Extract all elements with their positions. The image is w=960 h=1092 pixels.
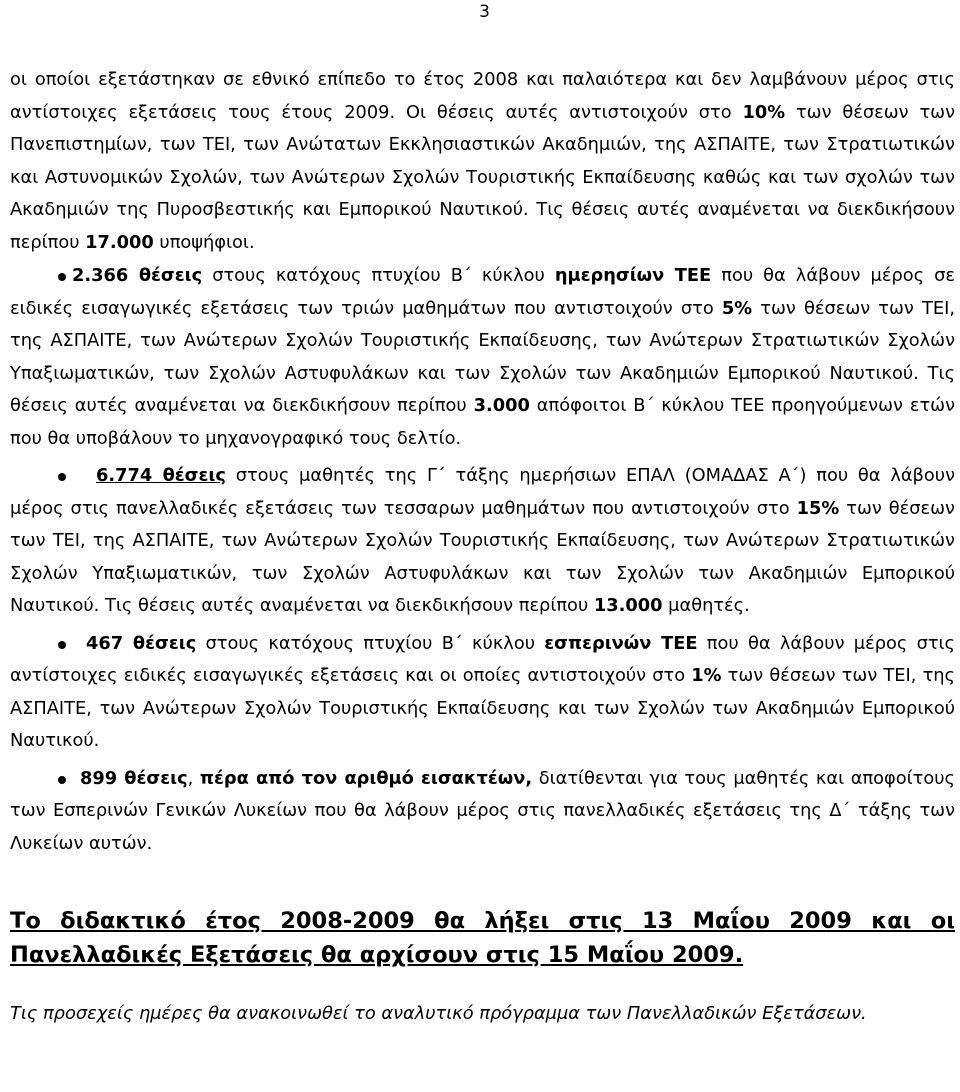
list-item	[10, 763, 955, 861]
list-item	[10, 460, 955, 623]
text-run: οι οποίοι εξετάστηκαν σε εθνικό επίπεδο το έτος 2008 και παλαιότερα και δεν λαμβάνουν μέρος στις αντίστοιχες εξετάσεις τους έτους 2009. Οι θέσεις αυτές αντιστοιχούν στο	[10, 69, 955, 123]
bold-run: 899 θέσεις	[80, 767, 188, 789]
bold-run: 3.000	[473, 395, 530, 416]
bold-run: ημερησίων ΤΕΕ	[554, 265, 712, 286]
text-run: που θα λάβουν μέρος σε ειδικές εισαγωγικές εξετάσεις των τριών μαθημάτων που αντιστοιχούν στο	[10, 265, 955, 319]
exam-dates-notice: Το διδακτικό έτος 2008-2009 θα λήξει στις 13 Μαΐου 2009 και οι Πανελλαδικές Εξετάσεις θα αρχίσουν στις 15 Μαΐου 2009.	[10, 908, 955, 968]
text-run: που θα λάβουν μέρος στις αντίστοιχες ειδικές εισαγωγικές εξετάσεις και οι οποίες αντιστοιχούν στο	[10, 632, 955, 686]
text-run: στους κατόχους πτυχίου Β΄ κύκλου	[202, 265, 555, 286]
bold-run: 15%	[796, 497, 840, 519]
bold-run: εσπερινών ΤΕΕ	[544, 632, 698, 654]
bold-run: 13.000	[593, 595, 663, 616]
bold-run: 10%	[742, 101, 786, 123]
text-run: των θέσεων των Πανεπιστημίων, των ΤΕΙ, των Ανώτατων Εκκλησιαστικών Ακαδημιών, της ΑΣΠΑΙΤΕ, των Στρατιωτικών και Αστυνομικών Σχολών, των Ανώτερων Σχολών Τουριστικής Εκπαίδευσης καθώς και των σχολών των Ακαδημιών της Πυροσβεστικής και Εμπορικού Ναυτικού. Τις θέσεις αυτές αναμένεται να διεκδικήσουν περίπου	[10, 101, 955, 253]
bold-run: 17.000	[85, 231, 154, 253]
bold-run: πέρα από τον αριθμό εισακτέων,	[199, 767, 533, 789]
bullet-icon	[58, 776, 66, 784]
text-run: στους κατόχους πτυχίου Β΄ κύκλου	[196, 632, 545, 654]
text-run: στους μαθητές της Γ΄ τάξης ημερήσιων ΕΠΑΛ (ΟΜΑΔΑΣ Α΄) που θα λάβουν μέρος στις πανελλαδικές εξετάσεις των τεσσαρων μαθημάτων που αντιστοιχούν στο	[10, 465, 956, 519]
text-run: υποψήφιοι.	[153, 231, 255, 253]
bold-run: 467 θέσεις	[86, 632, 197, 654]
text-run: των θέσεων των ΤΕΙ, της ΑΣΠΑΙΤΕ, των Ανώτερων Σχολών Τουριστικής Εκπαίδευσης και των Σχολών των Ακαδημιών Εμπορικού Ναυτικού.	[10, 665, 955, 751]
intro-paragraph	[10, 64, 955, 259]
text-run: των θέσεων των ΤΕΙ, της ΑΣΠΑΙΤΕ, των Ανώτερων Σχολών Τουριστικής Εκπαίδευσης, των Ανώτερων Στρατιωτικών Σχολών Υπαξιωματικών, των Σχολών Αστυφυλάκων και των Σχολών των Ακαδημιών Εμπορικού Ναυτικού. Τις θέσεις αυτές αναμένεται να διεκδικήσουν περίπου	[10, 497, 955, 616]
bullet-icon	[58, 641, 66, 649]
bold-run: 6.774 θέσεις	[96, 465, 226, 486]
page-number: 3	[479, 2, 490, 22]
list-item	[10, 628, 955, 758]
footer-note: Τις προσεχείς ημέρες θα ανακοινωθεί το αναλυτικό πρόγραμμα των Πανελλαδικών Εξετάσεων.	[10, 1003, 867, 1024]
bullet-icon	[58, 273, 66, 281]
list-item	[10, 260, 955, 455]
document-body	[10, 64, 955, 1030]
text-run: ,	[187, 767, 200, 789]
bullet-icon	[58, 473, 66, 481]
text-run: μαθητές.	[662, 595, 750, 616]
text-run: απόφοιτοι Β΄ κύκλου ΤΕΕ προηγούμενων ετών που θα υποβάλουν το μηχανογραφικό τους δελτίο.	[10, 395, 956, 449]
text-run: διατίθενται για τους μαθητές και αποφοίτους των Εσπερινών Γενικών Λυκείων που θα λάβουν μέρος στις πανελλαδικές εξετάσεις της Δ΄ τάξης των Λυκείων αυτών.	[10, 767, 955, 854]
text-run: των θέσεων των ΤΕΙ, της ΑΣΠΑΙΤΕ, των Ανώτερων Σχολών Τουριστικής Εκπαίδευσης, των Ανώτερων Στρατιωτικών Σχολών Υπαξιωματικών, των Σχολών Αστυφυλάκων και των Σχολών των Ακαδημιών Εμπορικού Ναυτικού. Τις θέσεις αυτές αναμένεται να διεκδικήσουν περίπου	[10, 297, 955, 416]
bold-run: 1%	[691, 665, 722, 686]
bold-run: 5%	[721, 297, 753, 319]
bold-run: 2.366 θέσεις	[72, 265, 203, 286]
